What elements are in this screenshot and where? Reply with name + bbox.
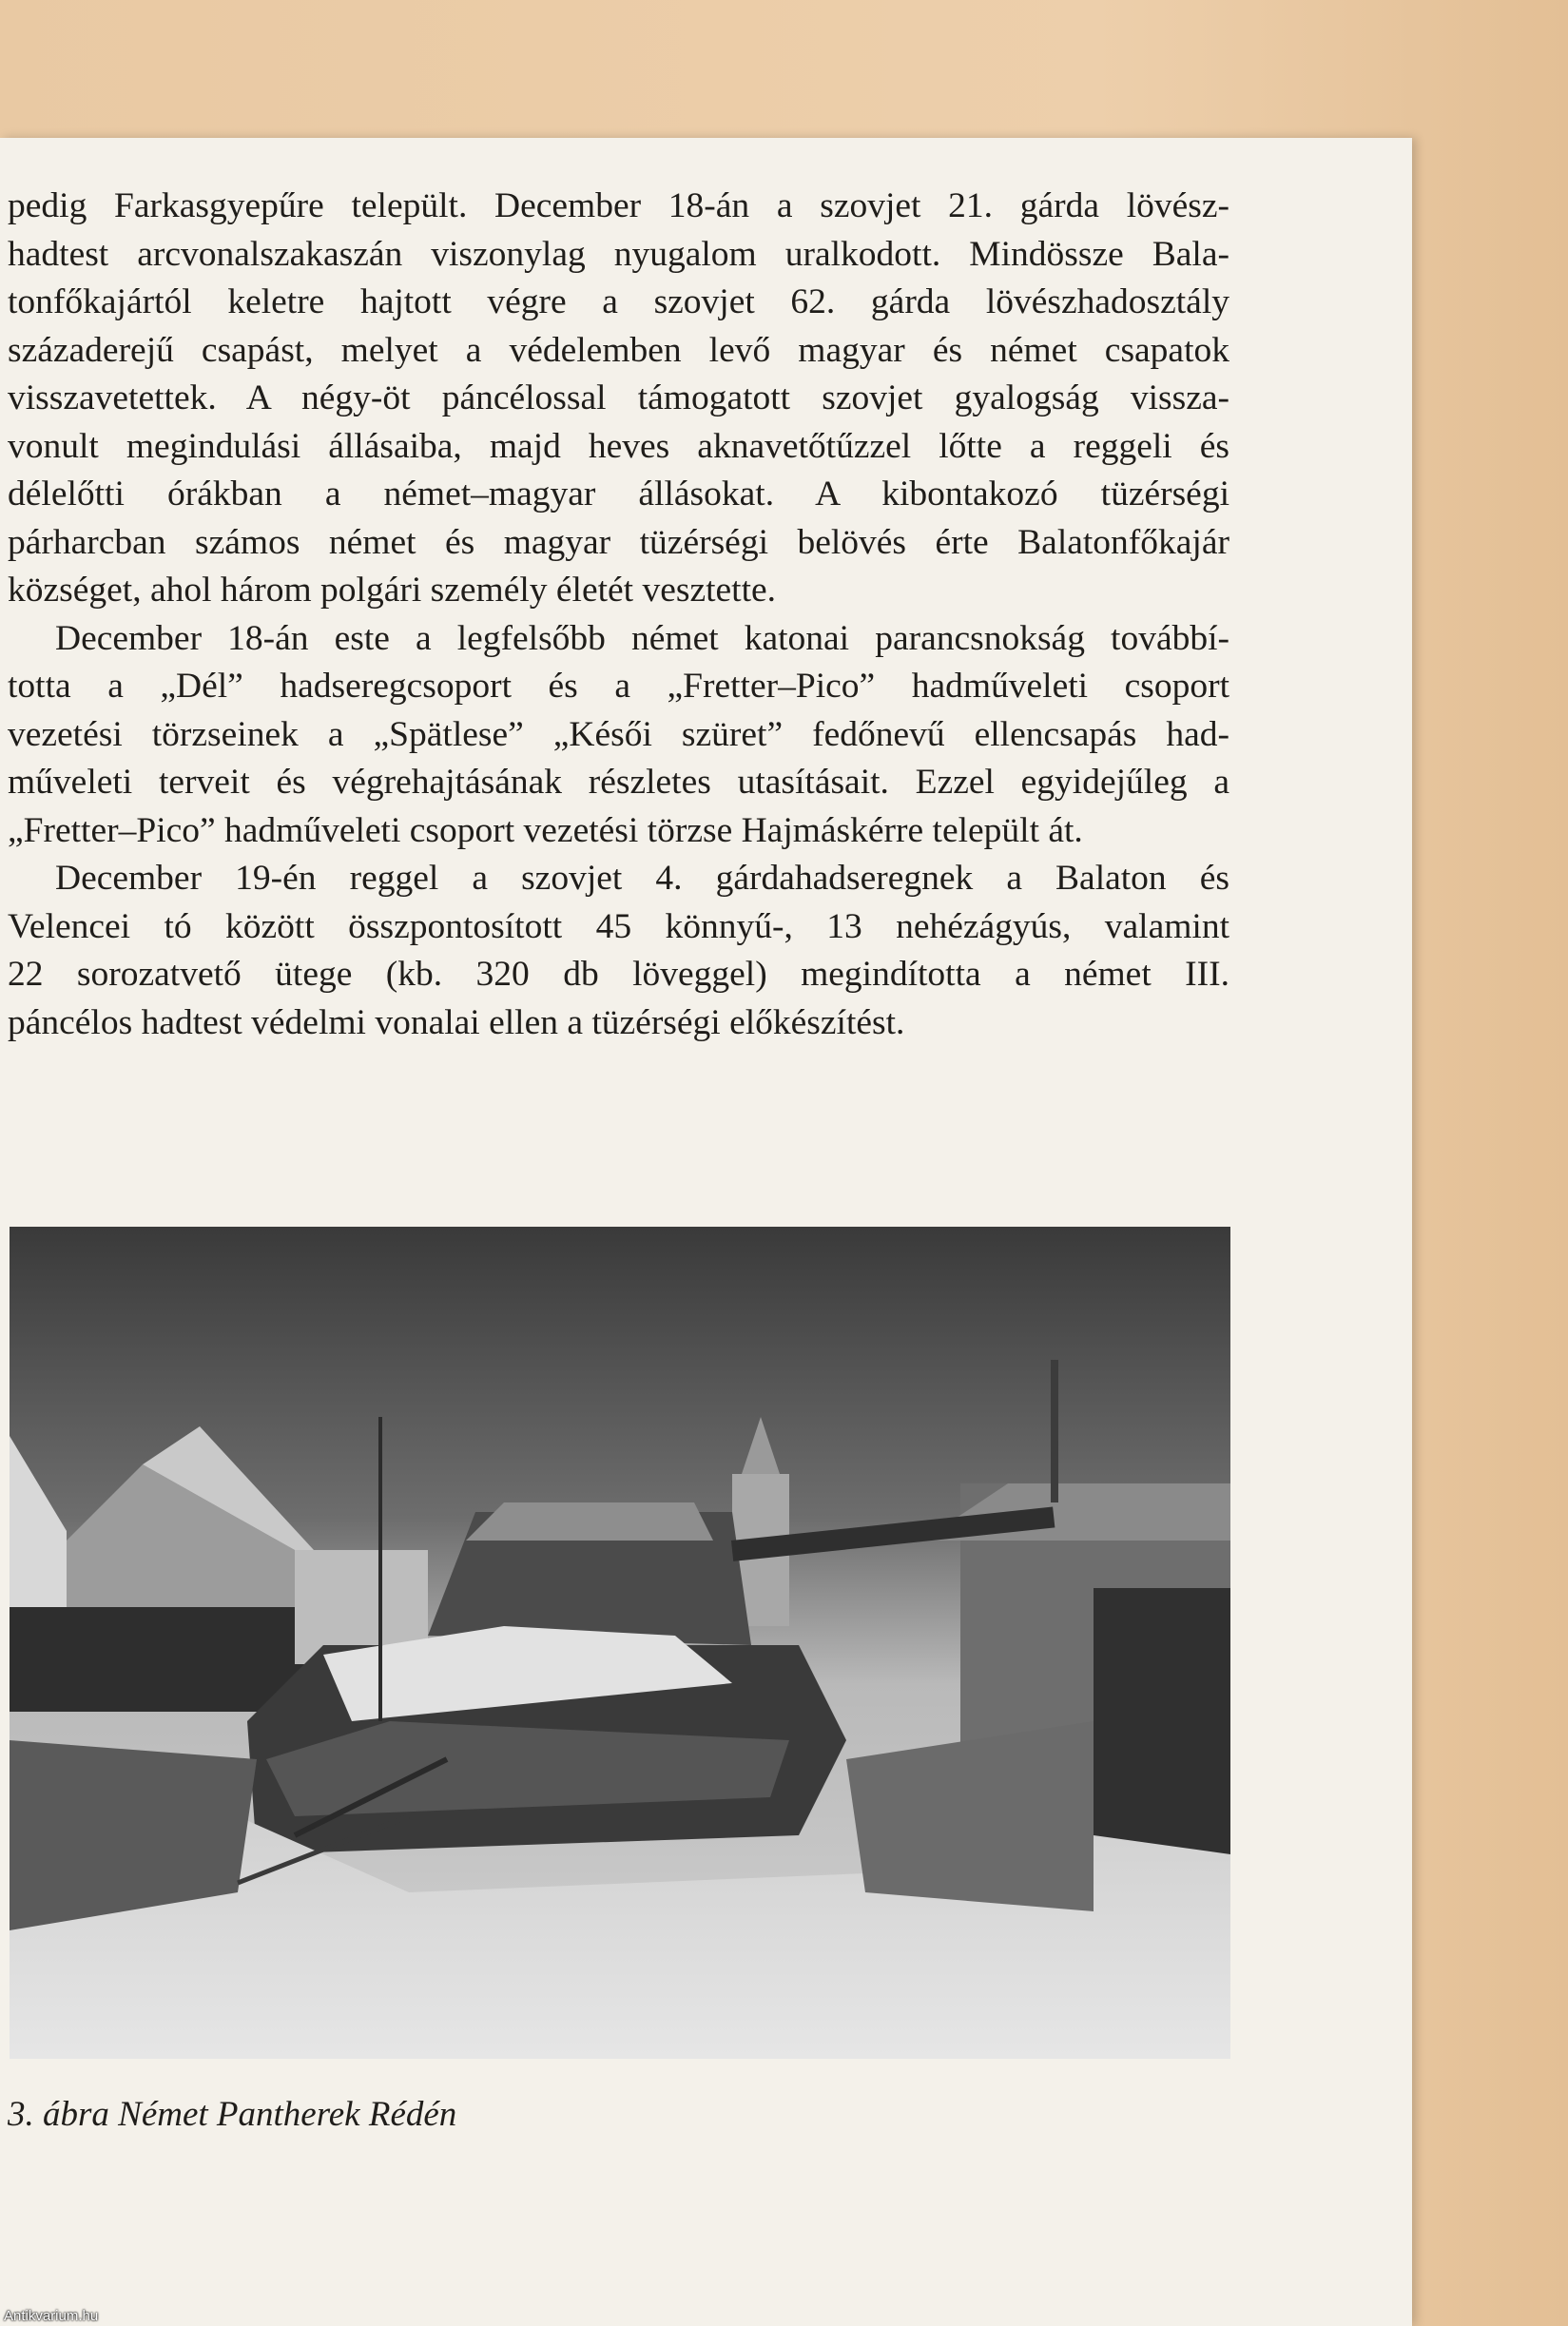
paragraph [8,183,1229,615]
text-line: vonult megindulási állásaiba, majd heves aknavetőtűzzel lőtte a reggeli és [8,426,1229,466]
text-line: totta a „Dél” hadseregcsoport és a „Fretter–Pico” hadműveleti csoport [8,667,1229,706]
paragraph [8,855,1229,1047]
tank-photo-illustration [10,1227,1230,2059]
text-line: 22 sorozatvető ütege (kb. 320 db löveggel) megindította a német III. [8,955,1229,994]
text-line: December 19-én reggel a szovjet 4. gárdahadseregnek a Balaton és [55,859,1229,898]
text-line: községet, ahol három polgári személy életét vesztette. [8,571,777,610]
text-line: tonfőkajártól keletre hajtott végre a szovjet 62. gárda lövészhadosztály [8,282,1229,321]
figure-caption: 3. ábra Német Pantherek Rédén [8,2095,457,2134]
text-line: December 18-án este a legfelsőbb német katonai parancsnokság továbbí- [55,618,1229,658]
text-line: műveleti terveit és végrehajtásának részletes utasításait. Ezzel egyidejűleg a [8,763,1229,802]
text-line: hadtest arcvonalszakaszán viszonylag nyugalom uralkodott. Mindössze Bala- [8,234,1229,274]
text-line: századerejű csapást, melyet a védelemben levő magyar és német csapatok [8,330,1229,370]
body-text [8,183,1229,1047]
text-line: visszavetettek. A négy-öt páncélossal támogatott szovjet gyalogság vissza- [8,378,1229,417]
text-line: pedig Farkasgyepűre települt. December 18-án a szovjet 21. gárda lövész- [8,186,1229,225]
watermark-text: Antikvarium.hu [4,2308,99,2324]
text-line: párharcban számos német és magyar tüzérségi belövés érte Balatonfőkajár [8,522,1229,562]
paragraph [8,615,1229,856]
text-line: Velencei tó között összpontosított 45 könnyű-, 13 nehézágyús, valamint [8,906,1229,946]
text-line: „Fretter–Pico” hadműveleti csoport vezetési törzse Hajmáskérre települt át. [8,810,1083,850]
text-line: vezetési törzseinek a „Spätlese” „Késői szüret” fedőnevű ellencsapás had- [8,714,1229,754]
text-line: délelőtti órákban a német–magyar állásokat. A kibontakozó tüzérségi [8,475,1229,514]
figure-photo [10,1227,1230,2059]
text-line: páncélos hadtest védelmi vonalai ellen a tüzérségi előkészítést. [8,1002,905,1042]
